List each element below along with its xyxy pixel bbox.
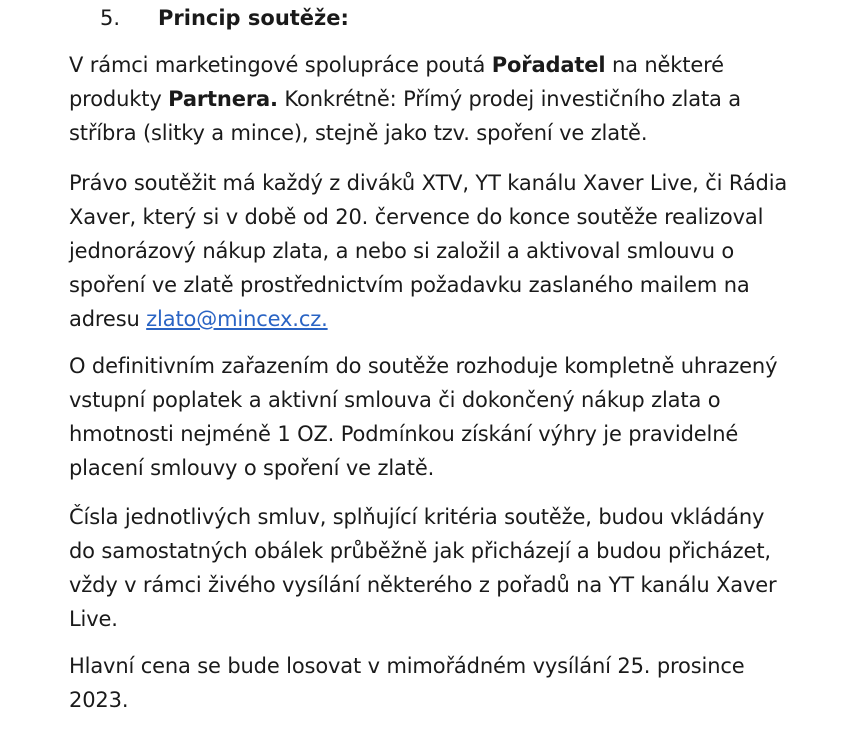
paragraph-cooperation xyxy=(69,48,839,150)
section-title: Princip soutěže: xyxy=(158,6,349,30)
text-line: O definitivním zařazením do soutěže rozhoduje kompletně uhrazený xyxy=(69,354,778,378)
paragraph-contract-numbers xyxy=(69,500,839,636)
text-line: Právo soutěžit má každý z diváků XTV, YT kanálu Xaver Live, či Rádia xyxy=(69,171,788,195)
text-line: spoření ve zlatě prostřednictvím požadavku zaslaného mailem na xyxy=(69,273,750,297)
email-link[interactable]: zlato@mincex.cz. xyxy=(146,307,328,331)
text-line: V rámci marketingové spolupráce poutá xyxy=(69,53,492,77)
organizer-term: Pořadatel xyxy=(491,53,606,77)
text-line: stříbra (slitky a mince), stejně jako tzv. spoření ve zlatě. xyxy=(69,121,648,145)
text-line: Hlavní cena se bude losovat v mimořádném vysílání 25. prosince xyxy=(69,654,745,678)
paragraph-inclusion-criteria xyxy=(69,349,839,485)
text-line: Live. xyxy=(69,607,118,631)
section-number: 5. xyxy=(100,6,121,30)
paragraph-main-prize xyxy=(69,649,839,717)
text-line: Xaver, který si v době od 20. července do konce soutěže realizoval xyxy=(69,205,764,229)
text-line: na některé xyxy=(605,53,724,77)
text-line: vždy v rámci živého vysílání některého z pořadů na YT kanálu Xaver xyxy=(69,573,777,597)
section-heading xyxy=(100,4,349,32)
text-line: hmotnosti nejméně 1 OZ. Podmínkou získání výhry je pravidelné xyxy=(69,422,739,446)
text-line: 2023. xyxy=(69,688,129,712)
text-line: produkty xyxy=(69,87,169,111)
text-line: vstupní poplatek a aktivní smlouva či dokončený nákup zlata o xyxy=(69,388,721,412)
partner-term: Partnera. xyxy=(168,87,278,111)
text-line: placení smlouvy o spoření ve zlatě. xyxy=(69,456,435,480)
text-line: do samostatných obálek průběžně jak přicházejí a budou přicházet, xyxy=(69,539,771,563)
text-line: jednorázový nákup zlata, a nebo si založil a aktivoval smlouvu o xyxy=(69,239,735,263)
text-line: Konkrétně: Přímý prodej investičního zlata a xyxy=(277,87,741,111)
text-line: Čísla jednotlivých smluv, splňující kritéria soutěže, budou vkládány xyxy=(69,505,765,529)
paragraph-eligibility xyxy=(69,166,839,336)
text-line: adresu xyxy=(69,307,147,331)
